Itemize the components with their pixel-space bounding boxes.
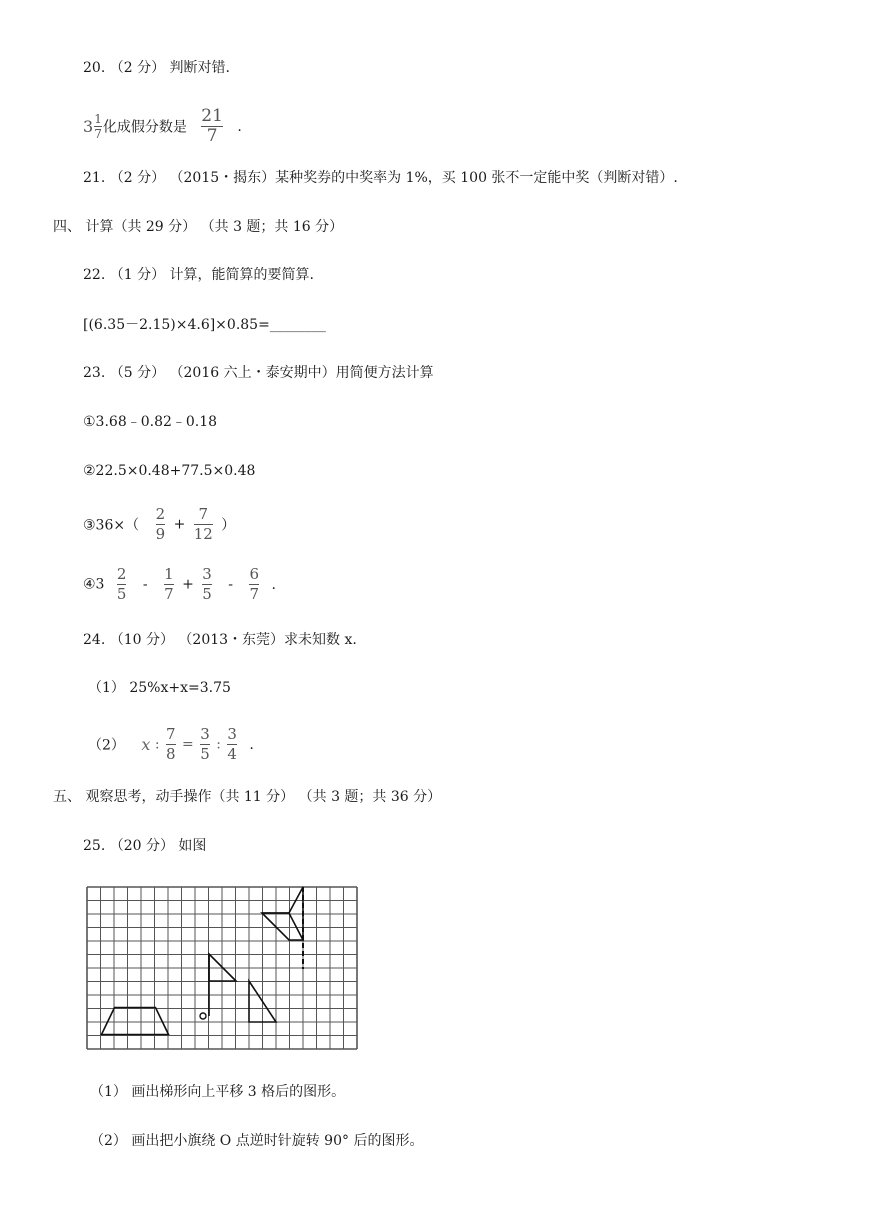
item-prefix: ③36×（ [83,517,140,534]
q23-item-2: ②22.5×0.48+77.5×0.48 [83,463,256,479]
fraction-numerator: 2 [155,505,166,523]
fraction-denominator: 7 [206,126,218,146]
period: . [271,576,276,593]
fraction-2-9 [156,506,166,543]
q20-heading: 20. （2 分） 判断对错. [83,60,230,76]
fraction-6-7 [249,566,259,603]
fraction-denominator: 7 [249,585,260,603]
fraction-numerator: 2 [116,565,127,583]
point-o [200,1013,206,1019]
fraction-7-8 [166,726,176,763]
q25-heading: 25. （20 分） 如图 [83,838,207,854]
minus-sign: - [142,576,148,593]
fraction-denominator: 4 [227,745,237,763]
variable-x: x [141,735,151,754]
item-suffix: ） [221,517,236,534]
fraction-numerator: 3 [227,725,237,743]
fraction-denominator: 8 [166,745,176,763]
q21-heading: 21. （2 分） （2015・揭东）某种奖券的中奖率为 1%，买 100 张不一定能中奖（判断对错）. [83,170,678,186]
part-label: （2） [88,737,125,754]
fraction-denominator: 12 [193,525,213,543]
q22-expression: [(6.35－2.15)×4.6]×0.85=________ [83,317,326,333]
fraction-denominator: 7 [164,585,174,603]
trapezoid-shape [102,1008,169,1035]
fraction-numerator: 3 [200,725,210,743]
plus-sign: + [182,576,194,593]
q23-item-3 [83,506,235,543]
q24-heading: 24. （10 分） （2013・东莞）求未知数 x. [83,632,357,648]
fraction-numerator: 1 [164,565,174,583]
fraction-numerator: 6 [249,565,260,583]
fraction-denominator: 5 [116,585,127,603]
fraction-numerator: 7 [166,725,176,743]
q24-part-1: （1） 25%x+x=3.75 [88,680,231,696]
q20-statement [83,108,242,145]
fraction-7-12 [194,506,213,543]
fraction-denominator: 5 [200,745,210,763]
fraction-numerator: 3 [202,565,212,583]
fraction-denominator: 7 [94,127,102,141]
q23-item-1: ①3.68﹣0.82﹣0.18 [83,414,218,430]
ratio-colon: : [216,736,221,753]
plus-sign: + [173,516,186,533]
period: . [237,118,242,135]
q24-part-2 [88,726,254,763]
equals-sign: = [182,736,194,753]
item-prefix: ④3 [83,576,105,593]
period: . [249,736,254,753]
fraction-numerator: 7 [198,505,209,523]
section-5-heading: 五、 观察思考，动手操作（共 11 分） （共 3 题；共 36 分） [53,789,442,805]
fraction-3-5 [202,566,212,603]
minus-sign: - [228,576,234,593]
q23-heading: 23. （5 分） （2016 六上・泰安期中）用简便方法计算 [83,365,434,381]
q25-part-2: （2） 画出把小旗绕 O 点逆时针旋转 90° 后的图形。 [90,1133,424,1149]
mixed-fraction [94,113,102,140]
q22-heading: 22. （1 分） 计算，能简算的要简算. [83,267,314,283]
section-4-heading: 四、 计算（共 29 分） （共 3 题；共 16 分） [53,219,344,235]
fraction-1-7 [164,566,174,603]
mixed-whole: 3 [83,117,94,136]
q20-improper-fraction [201,108,223,145]
fraction-numerator: 1 [94,112,102,126]
q20-text: 化成假分数是 [102,119,187,136]
ratio-colon: : [154,736,160,753]
fraction-denominator: 9 [155,525,166,543]
q20-mixed-number [83,113,103,140]
fraction-denominator: 5 [202,585,212,603]
fraction-3-5 [200,726,210,763]
q25-part-1: （1） 画出梯形向上平移 3 格后的图形。 [90,1084,346,1100]
upper-shape [262,913,303,940]
fraction-3-4 [227,726,237,763]
q23-item-4 [83,566,276,603]
fraction-2-5 [117,566,127,603]
grid-figure [85,885,361,1053]
fraction-numerator: 21 [201,106,223,126]
